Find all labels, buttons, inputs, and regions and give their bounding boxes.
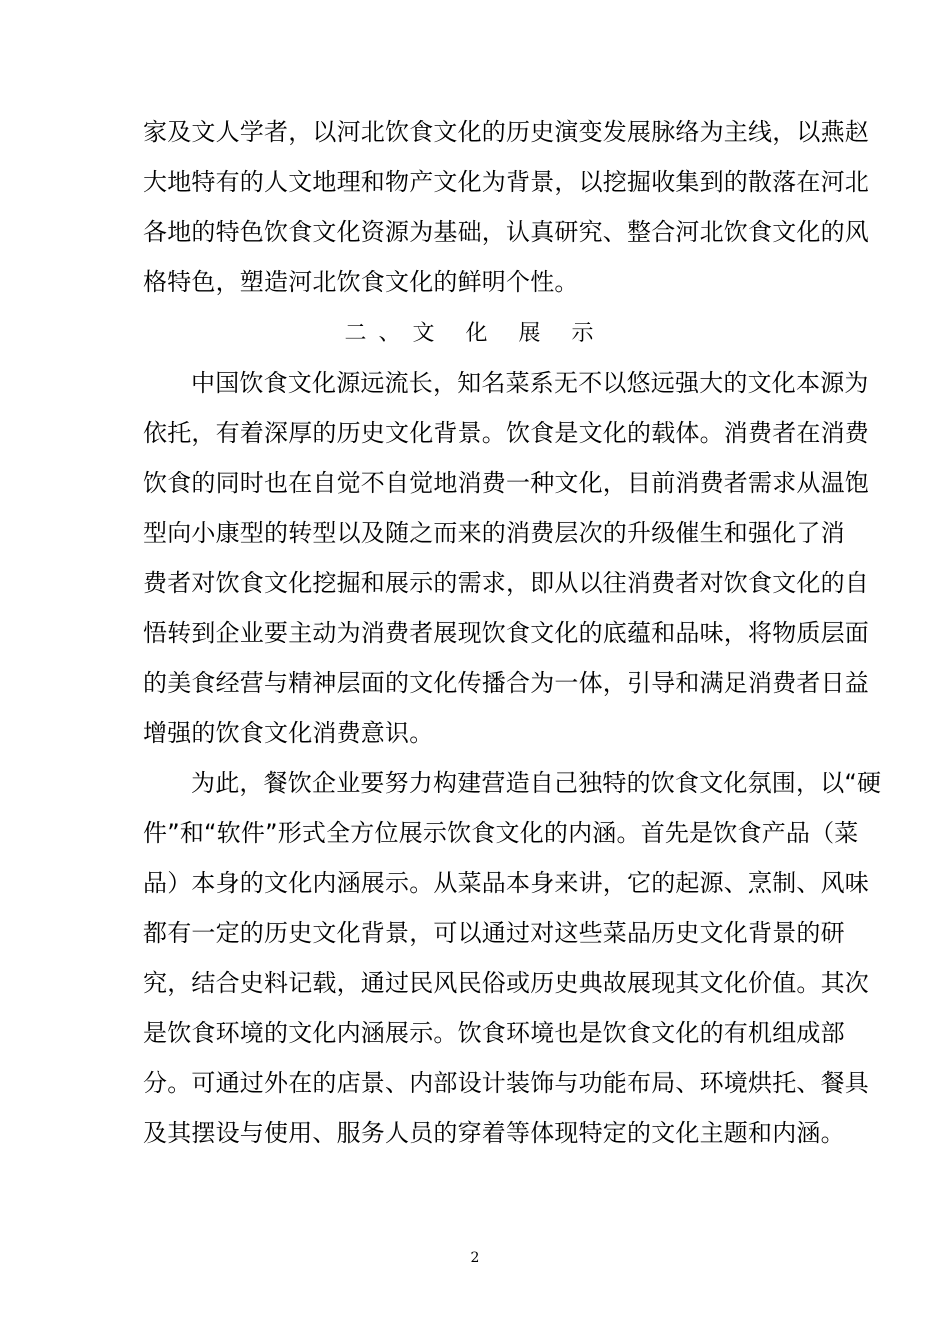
body-text-line: 件”和“软件”形式全方位展示饮食文化的内涵。首先是饮食产品（菜 (143, 819, 859, 847)
body-text-line: 都有一定的历史文化背景，可以通过对这些菜品历史文化背景的研 (143, 919, 845, 947)
body-text-line: 及其摆设与使用、服务人员的穿着等体现特定的文化主题和内涵。 (143, 1119, 845, 1147)
body-text-line: 饮食的同时也在自觉不自觉地消费一种文化，目前消费者需求从温饱 (143, 469, 869, 497)
body-text-line: 各地的特色饮食文化资源为基础，认真研究、整合河北饮食文化的风 (143, 218, 869, 246)
body-text-line: 依托，有着深厚的历史文化背景。饮食是文化的载体。消费者在消费 (143, 419, 869, 447)
body-text-line: 分。可通过外在的店景、内部设计装饰与功能布局、环境烘托、餐具 (143, 1069, 869, 1097)
body-text-line: 中国饮食文化源远流长，知名菜系无不以悠远强大的文化本源为 (191, 369, 869, 397)
body-text-line: 增强的饮食文化消费意识。 (143, 719, 434, 747)
body-text-line: 家及文人学者，以河北饮食文化的历史演变发展脉络为主线，以燕赵 (143, 118, 869, 146)
body-text-line: 品）本身的文化内涵展示。从菜品本身来讲，它的起源、烹制、风味 (143, 869, 869, 897)
body-text-line: 究，结合史料记载，通过民风民俗或历史典故展现其文化价值。其次 (143, 969, 869, 997)
body-text-line: 悟转到企业要主动为消费者展现饮食文化的底蕴和品味，将物质层面 (143, 619, 869, 647)
body-text-line: 为此，餐饮企业要努力构建营造自己独特的饮食文化氛围，以“硬 (191, 769, 882, 797)
body-text-line: 格特色，塑造河北饮食文化的鲜明个性。 (143, 268, 579, 296)
body-text-line: 型向小康型的转型以及随之而来的消费层次的升级催生和强化了消 (143, 519, 845, 547)
body-text-line: 费者对饮食文化挖掘和展示的需求，即从以往消费者对饮食文化的自 (143, 569, 869, 597)
page-number: 2 (470, 1250, 480, 1266)
body-text-line: 的美食经营与精神层面的文化传播合为一体，引导和满足消费者日益 (143, 669, 869, 697)
body-text-line: 是饮食环境的文化内涵展示。饮食环境也是饮食文化的有机组成部 (143, 1019, 845, 1047)
section-heading: 二、文 化 展 示 (344, 321, 606, 346)
body-text-line: 大地特有的人文地理和物产文化为背景，以挖掘收集到的散落在河北 (143, 168, 869, 196)
